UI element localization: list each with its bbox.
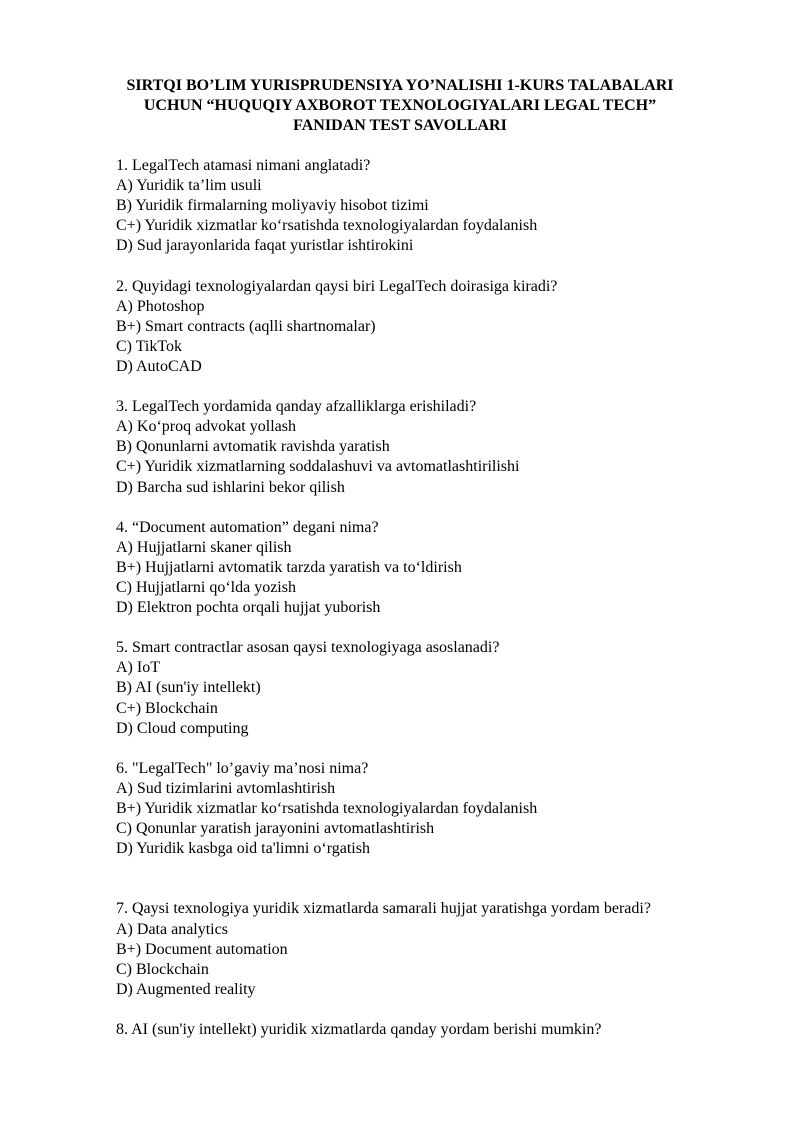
question-text: 6. "LegalTech" lo’gaviy ma’nosi nima? [116, 759, 369, 777]
answer-option-correct: C+) Yuridik xizmatlar ko‘rsatishda texnologiyalardan foydalanish [116, 217, 538, 235]
question-text: 5. Smart contractlar asosan qaysi texnologiyaga asoslanadi? [116, 639, 500, 657]
answer-option: D) Cloud computing [116, 719, 249, 737]
answer-option: D) Augmented reality [116, 980, 256, 998]
answer-option: A) Sud tizimlarini avtomlashtirish [116, 779, 336, 797]
answer-option: A) Photoshop [116, 297, 205, 315]
question-block-5 [116, 638, 776, 738]
answer-option: C) TikTok [116, 337, 183, 355]
question-text: 8. AI (sun'iy intellekt) yuridik xizmatlarda qanday yordam berishi mumkin? [116, 1021, 602, 1039]
answer-option: C) Blockchain [116, 960, 209, 978]
answer-option: D) Sud jarayonlarida faqat yuristlar ishtirokini [116, 237, 414, 255]
question-block-4 [116, 518, 776, 618]
question-text: 2. Quyidagi texnologiyalardan qaysi biri LegalTech doirasiga kiradi? [116, 277, 558, 295]
answer-option: D) Barcha sud ishlarini bekor qilish [116, 478, 345, 496]
title-line-3: FANIDAN TEST SAVOLLARI [293, 117, 507, 134]
answer-option: B) Qonunlarni avtomatik ravishda yaratish [116, 438, 390, 456]
question-list [116, 156, 776, 1060]
answer-option: A) Ko‘proq advokat yollash [116, 418, 296, 436]
answer-option-correct: C+) Blockchain [116, 699, 218, 717]
question-block-2 [116, 277, 776, 377]
answer-option: D) AutoCAD [116, 357, 202, 375]
answer-option: D) Elektron pochta orqali hujjat yuborish [116, 599, 381, 617]
title-line-1: SIRTQI BO’LIM YURISPRUDENSIYA YO’NALISHI 1-KURS TALABALARI [126, 77, 674, 94]
answer-option: A) Yuridik ta’lim usuli [116, 177, 262, 195]
question-block-7 [116, 899, 776, 999]
question-block-8 [116, 1020, 776, 1040]
document-title [100, 76, 700, 136]
answer-option-correct: B+) Hujjatlarni avtomatik tarzda yaratish va to‘ldirish [116, 558, 462, 576]
answer-option: C) Hujjatlarni qo‘lda yozish [116, 578, 296, 596]
answer-option-correct: C+) Yuridik xizmatlarning soddalashuvi va avtomatlashtirilishi [116, 458, 520, 476]
answer-option-correct: B+) Yuridik xizmatlar ko‘rsatishda texnologiyalardan foydalanish [116, 800, 538, 817]
answer-option-correct: B+) Document automation [116, 940, 288, 958]
answer-option: B) AI (sun'iy intellekt) [116, 679, 261, 697]
title-line-2: UCHUN “HUQUQIY AXBOROT TEXNOLOGIYALARI LEGAL TECH” [143, 97, 657, 114]
question-text: 3. LegalTech yordamida qanday afzalliklarga erishiladi? [116, 398, 477, 416]
question-block-1 [116, 156, 776, 256]
question-block-3 [116, 397, 776, 497]
answer-option-correct: B+) Smart contracts (aqlli shartnomalar) [116, 317, 376, 335]
question-text: 1. LegalTech atamasi nimani anglatadi? [116, 157, 371, 174]
answer-option: D) Yuridik kasbga oid ta'limni o‘rgatish [116, 840, 370, 858]
answer-option: A) Data analytics [116, 920, 228, 938]
question-text: 7. Qaysi texnologiya yuridik xizmatlarda samarali hujjat yaratishga yordam beradi? [116, 900, 651, 918]
answer-option: A) IoT [116, 659, 160, 677]
answer-option: A) Hujjatlarni skaner qilish [116, 538, 292, 556]
answer-option: B) Yuridik firmalarning moliyaviy hisobot tizimi [116, 197, 429, 215]
question-block-6 [116, 759, 776, 859]
question-text: 4. “Document automation” degani nima? [116, 518, 379, 536]
answer-option: C) Qonunlar yaratish jarayonini avtomatlashtirish [116, 820, 435, 838]
